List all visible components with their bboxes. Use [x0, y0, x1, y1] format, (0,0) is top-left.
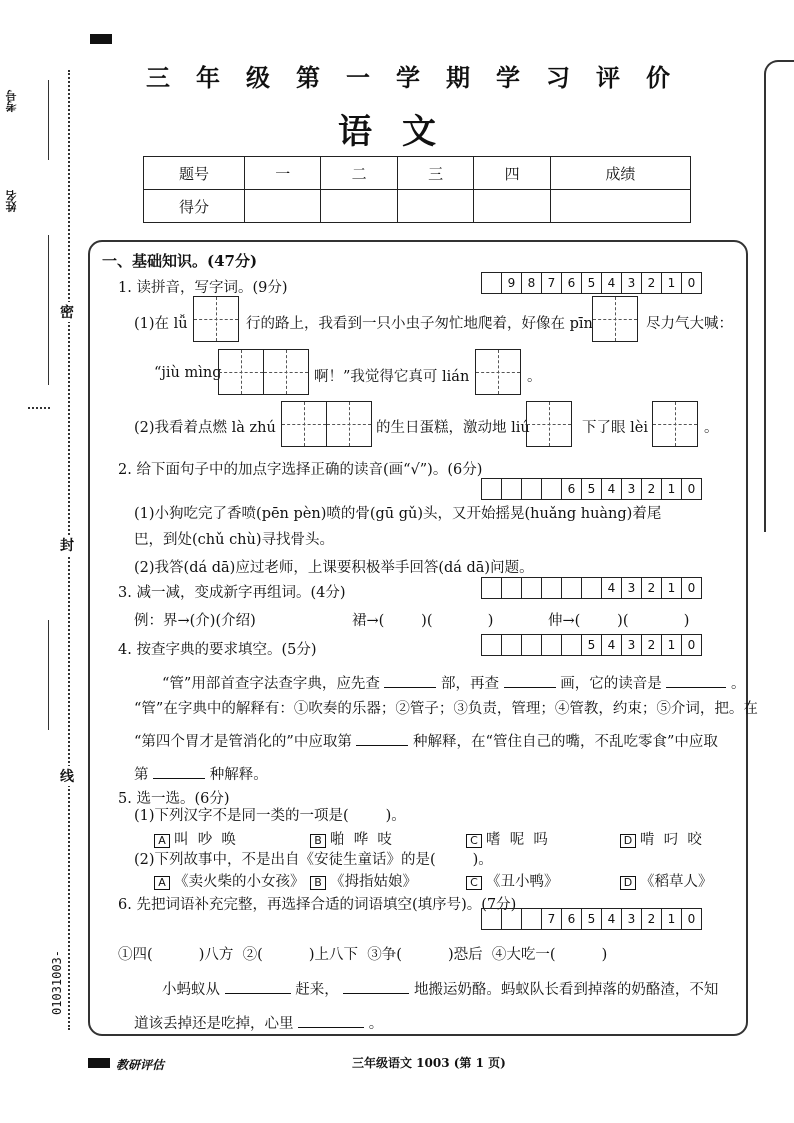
q1-score-strip [481, 272, 702, 294]
feng-label: 封 [60, 535, 74, 555]
strip-cell[interactable]: 3 [621, 479, 641, 499]
score-table-score-row [144, 190, 691, 223]
q4-line4-a: 第 [134, 767, 149, 783]
strip-cell[interactable] [541, 635, 561, 655]
blank-duyin[interactable] [666, 673, 726, 688]
q4-line4-b: 种解释。 [209, 767, 268, 783]
option-text: 啪 哗 吱 [330, 832, 392, 848]
q4-line3-a: “第四个胃才是管消化的”中应取第 [134, 734, 352, 750]
score-header-cell: 题号 [144, 157, 245, 190]
strip-cell[interactable] [482, 578, 501, 598]
strip-cell[interactable]: 1 [661, 578, 681, 598]
q3-item-shen[interactable]: 伸→( )( ) [548, 613, 690, 629]
strip-cell[interactable] [501, 578, 521, 598]
q1-line2-b: 啊！”我觉得它真可 lián [314, 369, 470, 385]
strip-cell[interactable] [521, 578, 541, 598]
q4-line3-b: 种解释，在“管住自己的嘴，不乱吃零食”中应取 [413, 734, 718, 750]
strip-cell[interactable] [541, 479, 561, 499]
margin-code: 01031003- [50, 950, 64, 1016]
score-row-label: 得分 [144, 190, 245, 223]
q4-line4 [134, 763, 268, 784]
score-input-cell[interactable] [397, 190, 473, 223]
option-text: 《稻草人》 [640, 874, 713, 890]
q3-example: 例：界→(介)(介绍) [134, 613, 256, 629]
margin-short-dash [28, 407, 50, 409]
strip-cell[interactable]: 1 [661, 909, 681, 929]
strip-cell[interactable]: 1 [661, 479, 681, 499]
q2-line2: 巴，到处(chǔ chù)寻找骨头。 [134, 532, 335, 548]
q4-line2: “管”在字典中的解释有：①吹奏的乐器；②管子；③负责，管理；④管教，约束；⑤介词，把。在 [134, 701, 758, 717]
q4-line3 [134, 730, 718, 751]
strip-cell[interactable]: 6 [561, 273, 581, 293]
xian-label: 线 [60, 766, 74, 786]
section1-heading: 一、基础知识。(47分) [102, 252, 258, 270]
q1-line1-c: 尽力气大喊： [646, 316, 733, 332]
tianzi-box-lazhu[interactable] [281, 401, 372, 447]
footer-left-label: 教研评估 [116, 1058, 165, 1072]
strip-cell[interactable]: 0 [681, 909, 701, 929]
q6-paragraph-line1 [162, 978, 718, 999]
q4-line1-b: 部，再查 [441, 676, 500, 692]
option-text: 《丑小鸭》 [486, 874, 559, 890]
strip-cell[interactable]: 0 [681, 578, 701, 598]
strip-cell[interactable] [482, 909, 501, 929]
option-text: 叫 吵 唤 [174, 832, 236, 848]
strip-cell[interactable]: 2 [641, 578, 661, 598]
strip-cell[interactable]: 7 [541, 273, 561, 293]
score-table [143, 156, 691, 223]
q6-para2-a: 道该丢掉还是吃掉，心里 [134, 1016, 294, 1032]
option-letter: A [154, 876, 170, 890]
blank-bushou[interactable] [384, 673, 436, 688]
blank-idiom-1[interactable] [225, 979, 291, 994]
strip-cell[interactable]: 2 [641, 479, 661, 499]
q5-sub1-option-c[interactable] [466, 828, 548, 849]
strip-cell[interactable]: 3 [621, 578, 641, 598]
strip-cell[interactable]: 2 [641, 635, 661, 655]
q4-title: 4. 按查字典的要求填空。(5分) [118, 642, 317, 658]
tianzi-box-lei[interactable] [652, 401, 698, 447]
strip-cell[interactable]: 3 [621, 273, 641, 293]
strip-cell[interactable]: 5 [581, 635, 601, 655]
exam-title: 三年级第一学期学习评价 [146, 63, 696, 92]
strip-cell[interactable] [581, 578, 601, 598]
strip-cell[interactable] [501, 909, 521, 929]
q1-line1-b: 行的路上，我看到一只小虫子匆忙地爬着，好像在 pīn [246, 316, 593, 332]
strip-cell[interactable]: 3 [621, 909, 641, 929]
q6-paragraph-line2 [134, 1012, 383, 1033]
q5-sub2-option-d[interactable] [620, 870, 713, 891]
score-input-cell[interactable] [474, 190, 550, 223]
tianzi-box-lv[interactable] [193, 296, 239, 342]
score-header-cell: 四 [474, 157, 550, 190]
score-input-cell[interactable] [550, 190, 690, 223]
q4-line1-a: “管”用部首查字法查字典，应先查 [162, 676, 380, 692]
q5-sub2-option-b[interactable] [310, 870, 417, 891]
strip-cell[interactable] [482, 273, 501, 293]
q1-line1-a: (1)在 lǚ [134, 316, 188, 332]
strip-cell[interactable] [482, 479, 501, 499]
footer-page-label: 三年级语文 1003 (第 1 页) [352, 1056, 506, 1070]
option-text: 啃 叼 咬 [640, 832, 702, 848]
blank-idiom-2[interactable] [343, 979, 409, 994]
q3-score-strip [481, 577, 702, 599]
option-letter: C [466, 876, 482, 890]
q6-para1-a: 小蚂蚁从 [162, 982, 220, 998]
q3-title: 3. 减一减，变成新字再组词。(4分) [118, 585, 346, 601]
score-header-cell: 二 [321, 157, 397, 190]
strip-cell[interactable]: 2 [641, 909, 661, 929]
q4-line1-c: 画，它的读音是 [560, 676, 662, 692]
strip-cell[interactable] [521, 909, 541, 929]
subject-title: 语文 [338, 112, 466, 152]
q4-line1-d: 。 [730, 676, 746, 692]
q3-item-qun[interactable]: 裙→( )( ) [352, 613, 494, 629]
strip-cell[interactable]: 4 [601, 479, 621, 499]
strip-cell[interactable]: 5 [581, 273, 601, 293]
strip-cell[interactable]: 9 [501, 273, 521, 293]
strip-cell[interactable]: 6 [561, 909, 581, 929]
strip-cell[interactable] [561, 635, 581, 655]
blank-idiom-3[interactable] [298, 1013, 364, 1028]
q6-idioms[interactable]: ①四( )八方 ②( )上八下 ③争( )恐后 ④大吃一( ) [118, 947, 608, 963]
tianzi-box-jiuming[interactable] [218, 349, 309, 395]
q1-line3-a: (2)我看着点燃 là zhú [134, 420, 276, 436]
corner-marker-bottom [88, 1058, 110, 1068]
blank-jieshi-2[interactable] [153, 764, 205, 779]
q1-line2-a: “jiù mìng [154, 365, 222, 381]
strip-cell[interactable]: 1 [661, 273, 681, 293]
q2-line3: (2)我答(dá dā)应过老师，上课要积极举手回答(dá dā)问题。 [134, 560, 534, 576]
q5-title: 5. 选一选。(6分) [118, 791, 230, 807]
q6-para2-b: 。 [368, 1016, 384, 1032]
score-header-cell: 成绩 [550, 157, 690, 190]
strip-cell[interactable]: 2 [641, 273, 661, 293]
q4-score-strip [481, 634, 702, 656]
strip-cell[interactable]: 0 [681, 273, 701, 293]
margin-rule-3 [48, 620, 49, 730]
q4-line1 [162, 672, 745, 693]
strip-cell[interactable]: 5 [581, 479, 601, 499]
strip-cell[interactable]: 3 [621, 635, 641, 655]
q5-sub2-option-a[interactable] [154, 870, 305, 891]
q1-line3-c: 下了眼 lèi [582, 420, 648, 436]
right-edge-bracket [764, 60, 794, 532]
option-letter: A [154, 834, 170, 848]
q2-line1: (1)小狗吃完了香喷(pēn pèn)喷的骨(gū gǔ)头，又开始摇晃(huǎng huàng)着尾 [134, 506, 662, 522]
tianzi-box-lian[interactable] [475, 349, 521, 395]
kao-hao-label: 考号 [5, 90, 18, 112]
q5-sub2-option-c[interactable] [466, 870, 559, 891]
strip-cell[interactable]: 0 [681, 635, 701, 655]
score-header-cell: 一 [245, 157, 321, 190]
strip-cell[interactable] [501, 479, 521, 499]
blank-jieshi-1[interactable] [356, 731, 408, 746]
q5-sub1-option-b[interactable] [310, 828, 392, 849]
strip-cell[interactable]: 4 [601, 273, 621, 293]
strip-cell[interactable] [541, 578, 561, 598]
strip-cell[interactable] [482, 635, 501, 655]
strip-cell[interactable]: 4 [601, 909, 621, 929]
strip-cell[interactable]: 5 [581, 909, 601, 929]
strip-cell[interactable] [521, 479, 541, 499]
option-letter: D [620, 876, 636, 890]
score-table-header-row [144, 157, 691, 190]
strip-cell[interactable]: 7 [541, 909, 561, 929]
margin-rule-2 [48, 235, 49, 385]
strip-cell[interactable]: 1 [661, 635, 681, 655]
score-header-cell: 三 [397, 157, 473, 190]
q5-sub1: (1)下列汉字不是同一类的一项是( )。 [134, 808, 406, 824]
score-input-cell[interactable] [245, 190, 321, 223]
strip-cell[interactable] [561, 578, 581, 598]
mi-label: 密 [60, 302, 74, 322]
score-input-cell[interactable] [321, 190, 397, 223]
xing-ming-label: 姓名 [5, 190, 18, 212]
q6-para1-c: 地搬运奶酪。蚂蚁队长看到掉落的奶酪渣，不知 [413, 982, 719, 998]
q5-sub1-option-d[interactable] [620, 828, 702, 849]
q5-sub1-option-a[interactable] [154, 828, 236, 849]
option-letter: C [466, 834, 482, 848]
tianzi-box-liu[interactable] [526, 401, 572, 447]
q1-line3-d: 。 [704, 420, 719, 436]
strip-cell[interactable]: 8 [521, 273, 541, 293]
strip-cell[interactable]: 4 [601, 635, 621, 655]
option-text: 嗜 呢 吗 [486, 832, 548, 848]
strip-cell[interactable] [501, 635, 521, 655]
q2-title: 2. 给下面句子中的加点字选择正确的读音(画“√”)。(6分) [118, 462, 483, 478]
corner-marker-top [90, 34, 112, 44]
option-letter: D [620, 834, 636, 848]
q1-line3-b: 的生日蛋糕，激动地 liú [376, 420, 530, 436]
q1-line2-c: 。 [527, 369, 542, 385]
q6-score-strip [481, 908, 702, 930]
margin-rule-1 [48, 80, 49, 160]
strip-cell[interactable]: 6 [561, 479, 581, 499]
option-letter: B [310, 876, 326, 890]
tianzi-box-pin[interactable] [592, 296, 638, 342]
option-letter: B [310, 834, 326, 848]
strip-cell[interactable]: 0 [681, 479, 701, 499]
strip-cell[interactable] [521, 635, 541, 655]
q5-sub2: (2)下列故事中，不是出自《安徒生童话》的是( )。 [134, 852, 493, 868]
option-text: 《拇指姑娘》 [330, 874, 417, 890]
blank-huashu[interactable] [504, 673, 556, 688]
q6-title: 6. 先把词语补充完整，再选择合适的词语填空(填序号)。(7分) [118, 897, 517, 913]
q1-title: 1. 读拼音，写字词。(9分) [118, 280, 288, 296]
q6-para1-b: 赶来， [295, 982, 339, 998]
option-text: 《卖火柴的小女孩》 [174, 874, 305, 890]
q2-score-strip [481, 478, 702, 500]
strip-cell[interactable]: 4 [601, 578, 621, 598]
